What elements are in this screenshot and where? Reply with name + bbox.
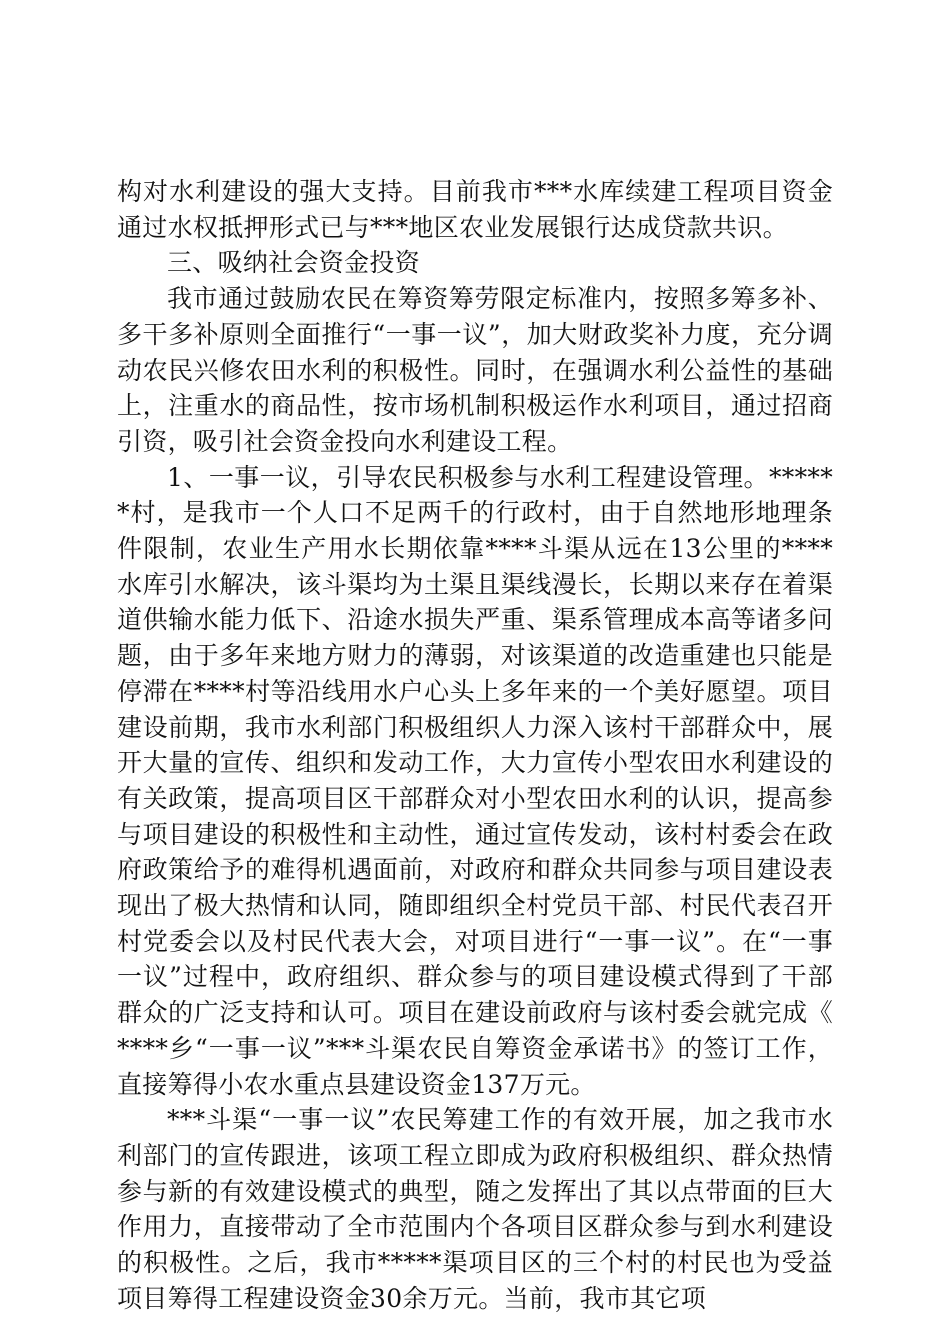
paragraph-one-matter-one-discussion: 1、一事一议，引导农民积极参与水利工程建设管理。******村，是我市一个人口不足两千的行政村，由于自然地形地理条件限制，农业生产用水长期依靠****斗渠从远在13公里的****水库引水解决，该斗渠均为土渠且渠线漫长，长期以来存在着渠道供输水能力低下、沿途水损失严重、渠系管理成本高等诸多问题，由于多年来地方财力的薄弱，对该渠道的改造重建也只能是停滞在****村等沿线用水户心头上多年来的一个美好愿望。项目建设前期，我市水利部门积极组织人力深入该村干部群众中，展开大量的宣传、组织和发动工作，大力宣传小型农田水利建设的有关政策，提高项目区干部群众对小型农田水利的认识，提高参与项目建设的积极性和主动性，通过宣传发动，该村村委会在政府政策给予的难得机遇面前，对政府和群众共同参与项目建设表现出了极大热情和认同，随即组织全村党员干部、村民代表召开村党委会以及村民代表大会，对项目进行“一事一议”。在“一事一议”过程中，政府组织、群众参与的项目建设模式得到了干部群众的广泛支持和认可。项目在建设前政府与该村委会就完成《****乡“一事一议”***斗渠农民自筹资金承诺书》的签订工作，直接筹得小农水重点县建设资金137万元。 — [117, 462, 833, 1099]
section-heading: 三、吸纳社会资金投资 — [167, 248, 421, 278]
document-body — [117, 174, 833, 1317]
paragraph-continuation: 构对水利建设的强大支持。目前我市***水库续建工程项目资金通过水权抵押形式已与***地区农业发展银行达成贷款共识。 — [117, 177, 833, 242]
paragraph-model-effect: ***斗渠“一事一议”农民筹建工作的有效开展，加之我市水利部门的宣传跟进，该项工程立即成为政府积极组织、群众热情参与新的有效建设模式的典型，随之发挥出了其以点带面的巨大作用力，直接带动了全市范围内个各项目区群众参与到水利建设的积极性。之后，我市*****渠项目区的三个村的村民也为受益项目筹得工程建设资金30余万元。当前，我市其它项 — [117, 1105, 833, 1313]
paragraph-social-funding: 我市通过鼓励农民在筹资筹劳限定标准内，按照多筹多补、多干多补原则全面推行“一事一议”，加大财政奖补力度，充分调动农民兴修农田水利的积极性。同时，在强调水利公益性的基础上，注重水的商品性，按市场机制积极运作水利项目，通过招商引资，吸引社会资金投向水利建设工程。 — [117, 284, 833, 456]
